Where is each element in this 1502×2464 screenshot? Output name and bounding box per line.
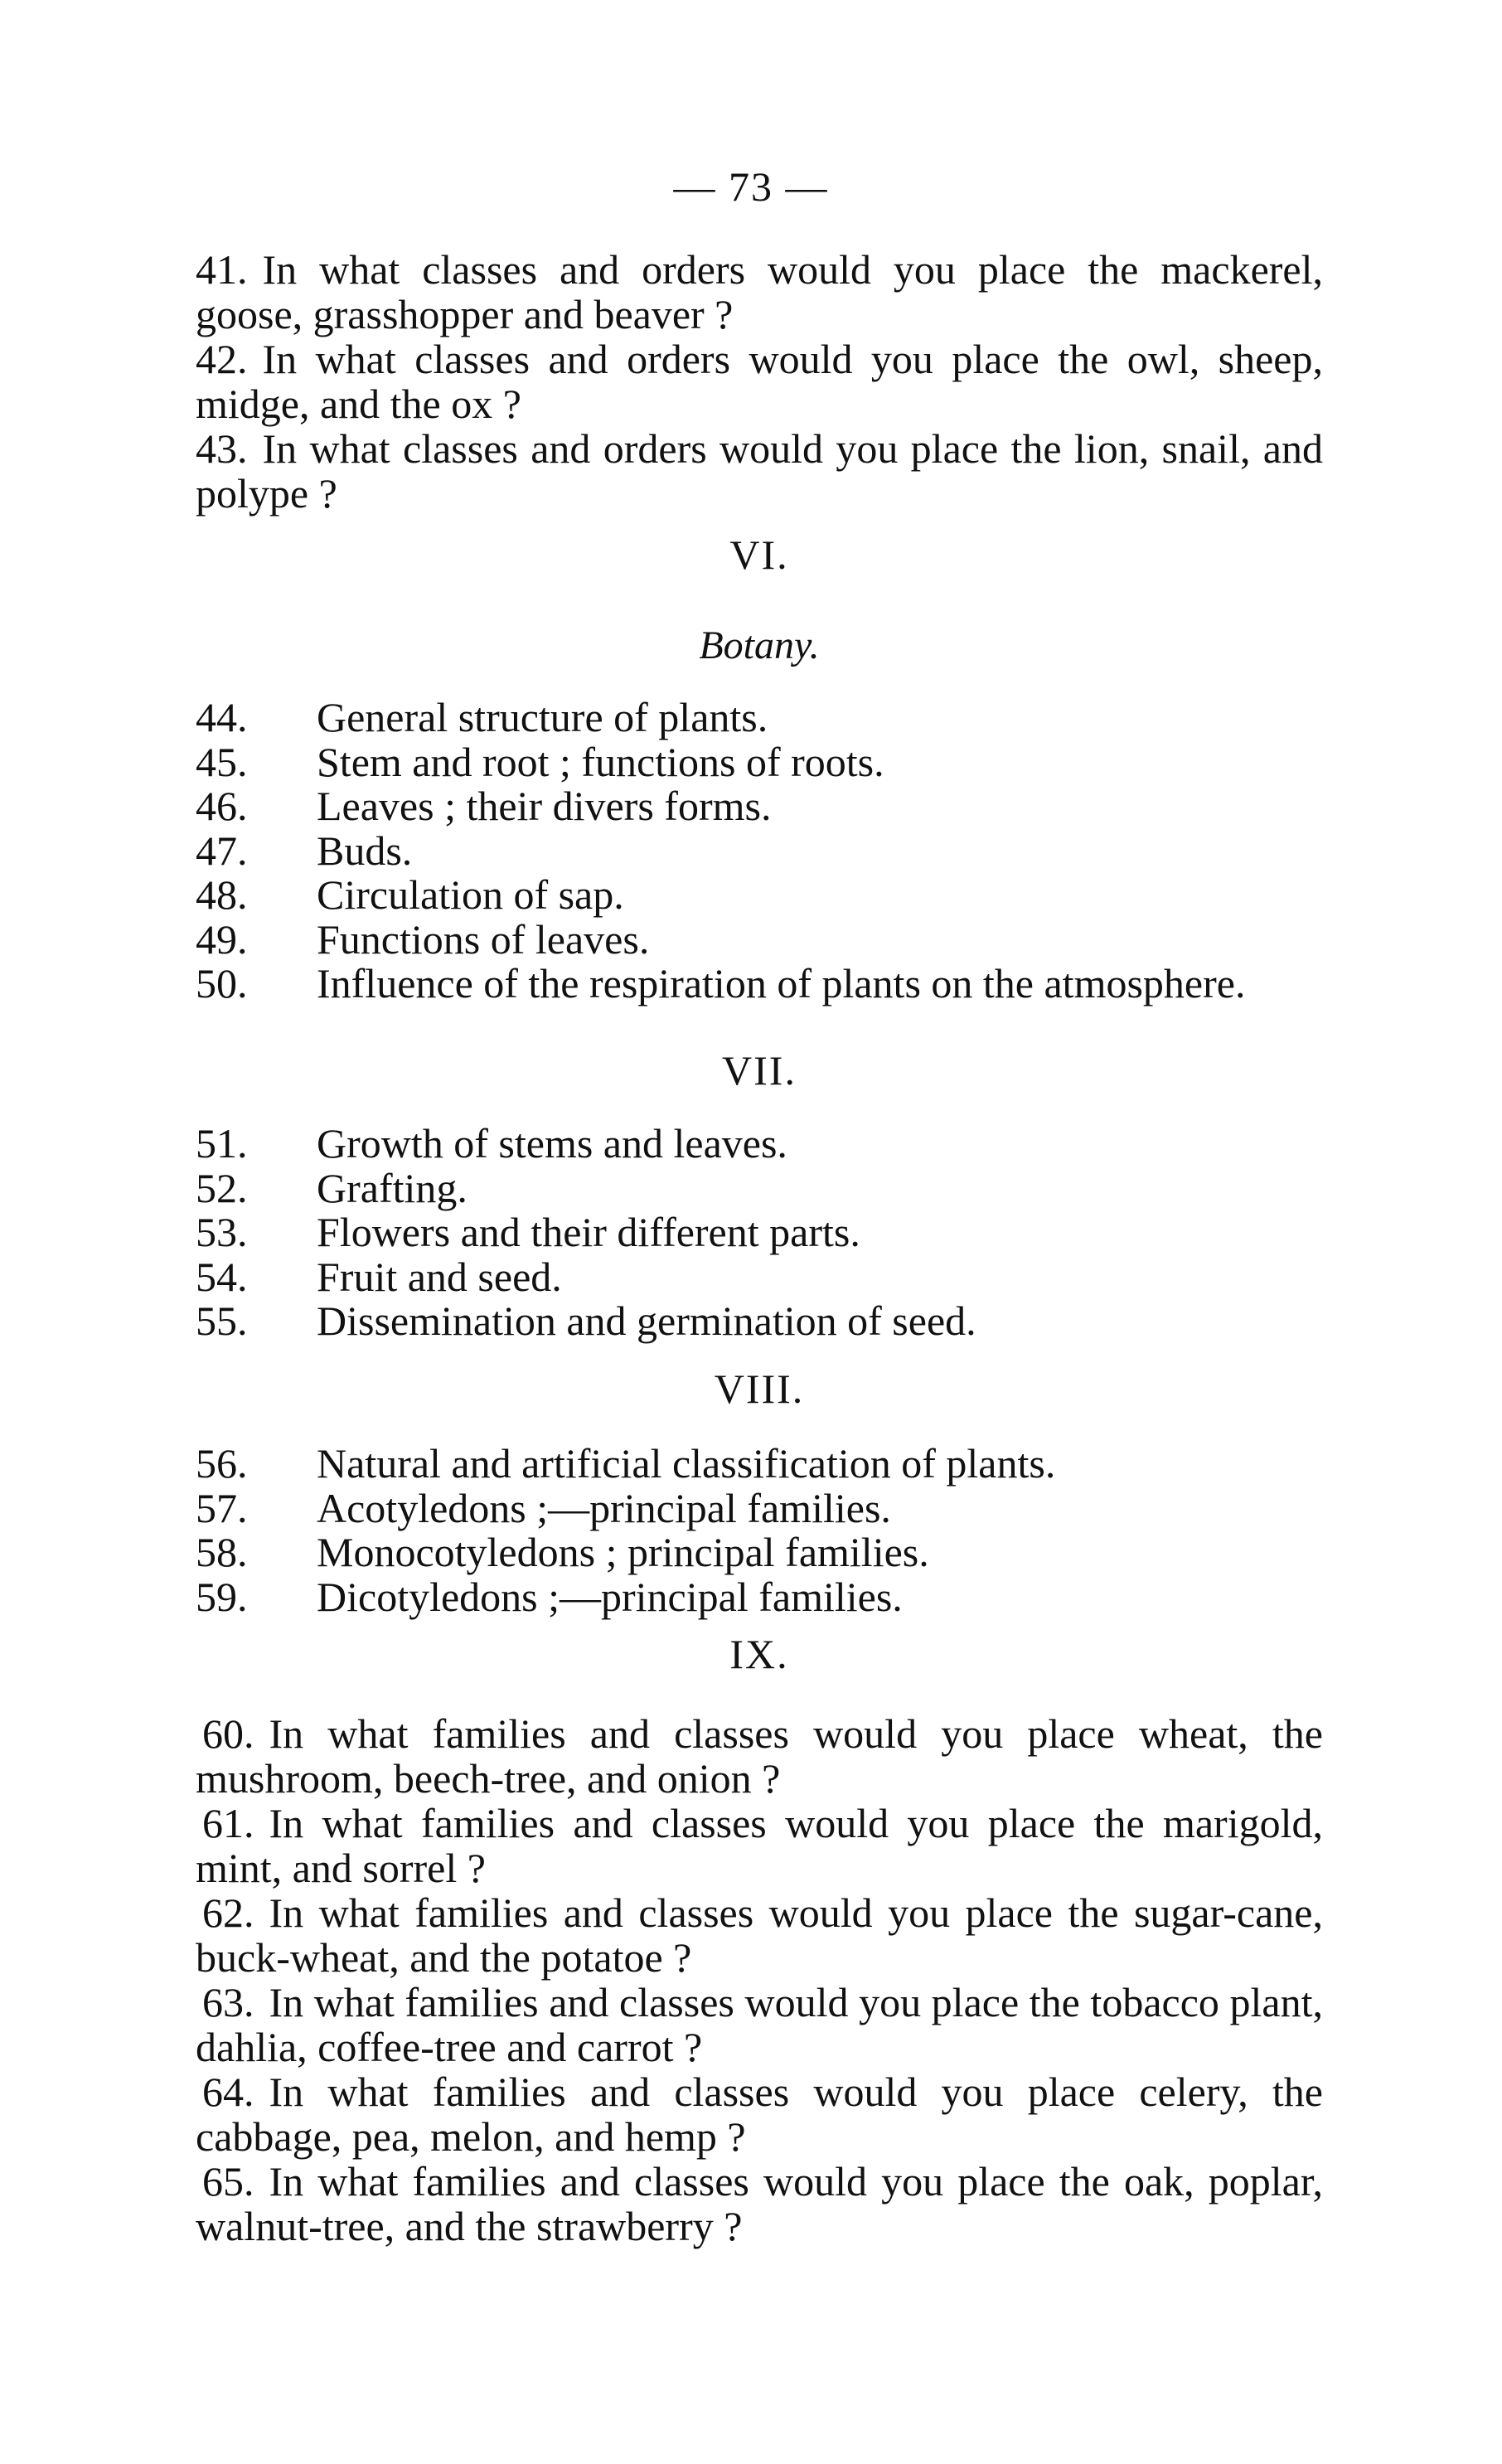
section-heading-vi: VI. <box>729 531 789 578</box>
item-number: 59. <box>196 1573 248 1620</box>
section-viii-list <box>196 1441 1323 1618</box>
item-number: 65. <box>202 2158 254 2205</box>
item-number: 52. <box>196 1164 248 1211</box>
section-heading-viii: VIII. <box>714 1365 805 1412</box>
item-number: 49. <box>196 915 248 963</box>
item-text: Grafting. <box>317 1164 468 1211</box>
item-number: 63. <box>202 1979 254 2025</box>
item-text: Circulation of sap. <box>317 871 624 918</box>
list-item <box>196 1530 1323 1574</box>
list-item <box>196 1486 1323 1530</box>
item-number: 44. <box>196 694 248 740</box>
item-text: Influence of the respiration of plants on the atmosphere. <box>317 960 1246 1006</box>
item-text: Natural and artificial classification of plants. <box>317 1440 1056 1487</box>
item-number: 45. <box>196 738 248 785</box>
item-text: In what families and classes would you place the tobacco plant, dahlia, coffee-tree and carrot ? <box>196 1979 1323 2070</box>
question-42 <box>196 337 1323 426</box>
item-text: Growth of stems and leaves. <box>317 1120 787 1167</box>
item-text: Leaves ; their divers forms. <box>317 783 772 829</box>
item-text: Buds. <box>317 827 413 874</box>
item-number: 60. <box>202 1710 254 1757</box>
item-text: Dicotyledons ;—principal families. <box>317 1573 903 1620</box>
item-number: 62. <box>202 1889 254 1936</box>
item-text: Flowers and their different parts. <box>317 1209 860 1255</box>
item-text: Functions of leaves. <box>317 915 650 963</box>
list-item <box>196 1441 1323 1486</box>
item-text: In what classes and orders would you place the owl, sheep, midge, and the ox ? <box>196 336 1323 427</box>
question-64 <box>196 2069 1323 2159</box>
question-60 <box>196 1711 1323 1801</box>
question-61 <box>196 1801 1323 1890</box>
item-number: 48. <box>196 871 248 918</box>
item-text: In what classes and orders would you place the mackerel, goose, grasshopper and beaver ? <box>196 246 1323 337</box>
item-number: 57. <box>196 1484 248 1531</box>
item-number: 47. <box>196 827 248 874</box>
item-text: Stem and root ; functions of roots. <box>317 738 884 785</box>
list-item <box>196 1166 1323 1210</box>
list-item <box>196 695 1323 740</box>
list-item <box>196 1121 1323 1166</box>
list-item <box>196 917 1323 962</box>
list-item <box>196 1574 1323 1619</box>
item-number: 56. <box>196 1440 248 1487</box>
item-number: 61. <box>202 1800 254 1846</box>
list-item <box>196 828 1323 873</box>
question-63 <box>196 1980 1323 2069</box>
section-subheading-botany: Botany. <box>699 623 820 667</box>
list-item <box>196 783 1323 828</box>
list-item <box>196 740 1323 784</box>
question-43 <box>196 426 1323 516</box>
item-text: In what families and classes would you place the sugar-cane, buck-wheat, and the potatoe ? <box>196 1889 1323 1981</box>
item-text: In what families and classes would you place the oak, poplar, walnut-tree, and the strawberry ? <box>196 2158 1323 2249</box>
item-number: 58. <box>196 1529 248 1575</box>
item-number: 41. <box>196 246 248 293</box>
list-item <box>196 1298 1323 1343</box>
item-text: General structure of plants. <box>317 694 768 740</box>
item-text: Fruit and seed. <box>317 1253 562 1300</box>
question-62 <box>196 1890 1323 1980</box>
item-text: Dissemination and germination of seed. <box>317 1297 976 1344</box>
item-number: 43. <box>196 425 248 472</box>
section-heading-vii: VII. <box>722 1047 797 1094</box>
item-number: 42. <box>196 336 248 382</box>
question-65 <box>196 2159 1323 2248</box>
page-number: — 73 — <box>673 163 829 210</box>
list-item <box>196 1254 1323 1299</box>
item-number: 55. <box>196 1297 248 1344</box>
item-number: 64. <box>202 2069 254 2115</box>
item-text: In what families and classes would you place celery, the cabbage, pea, melon, and hemp ? <box>196 2069 1323 2160</box>
item-text: In what families and classes would you place the marigold, mint, and sorrel ? <box>196 1800 1323 1891</box>
list-item <box>196 872 1323 917</box>
list-item <box>196 1210 1323 1254</box>
section-vi-list <box>196 695 1323 1006</box>
section-vii-list <box>196 1121 1323 1343</box>
item-text: In what classes and orders would you place the lion, snail, and polype ? <box>196 425 1323 517</box>
item-number: 51. <box>196 1120 248 1167</box>
item-number: 50. <box>196 960 248 1006</box>
list-item <box>196 961 1323 1006</box>
section-heading-ix: IX. <box>729 1631 789 1677</box>
item-text: Acotyledons ;—principal families. <box>317 1484 891 1531</box>
item-number: 53. <box>196 1209 248 1255</box>
item-text: Monocotyledons ; principal families. <box>317 1529 929 1575</box>
item-text: In what families and classes would you place wheat, the mushroom, beech-tree, and onion ? <box>196 1710 1323 1802</box>
item-number: 54. <box>196 1253 248 1300</box>
item-number: 46. <box>196 783 248 829</box>
question-41 <box>196 247 1323 337</box>
